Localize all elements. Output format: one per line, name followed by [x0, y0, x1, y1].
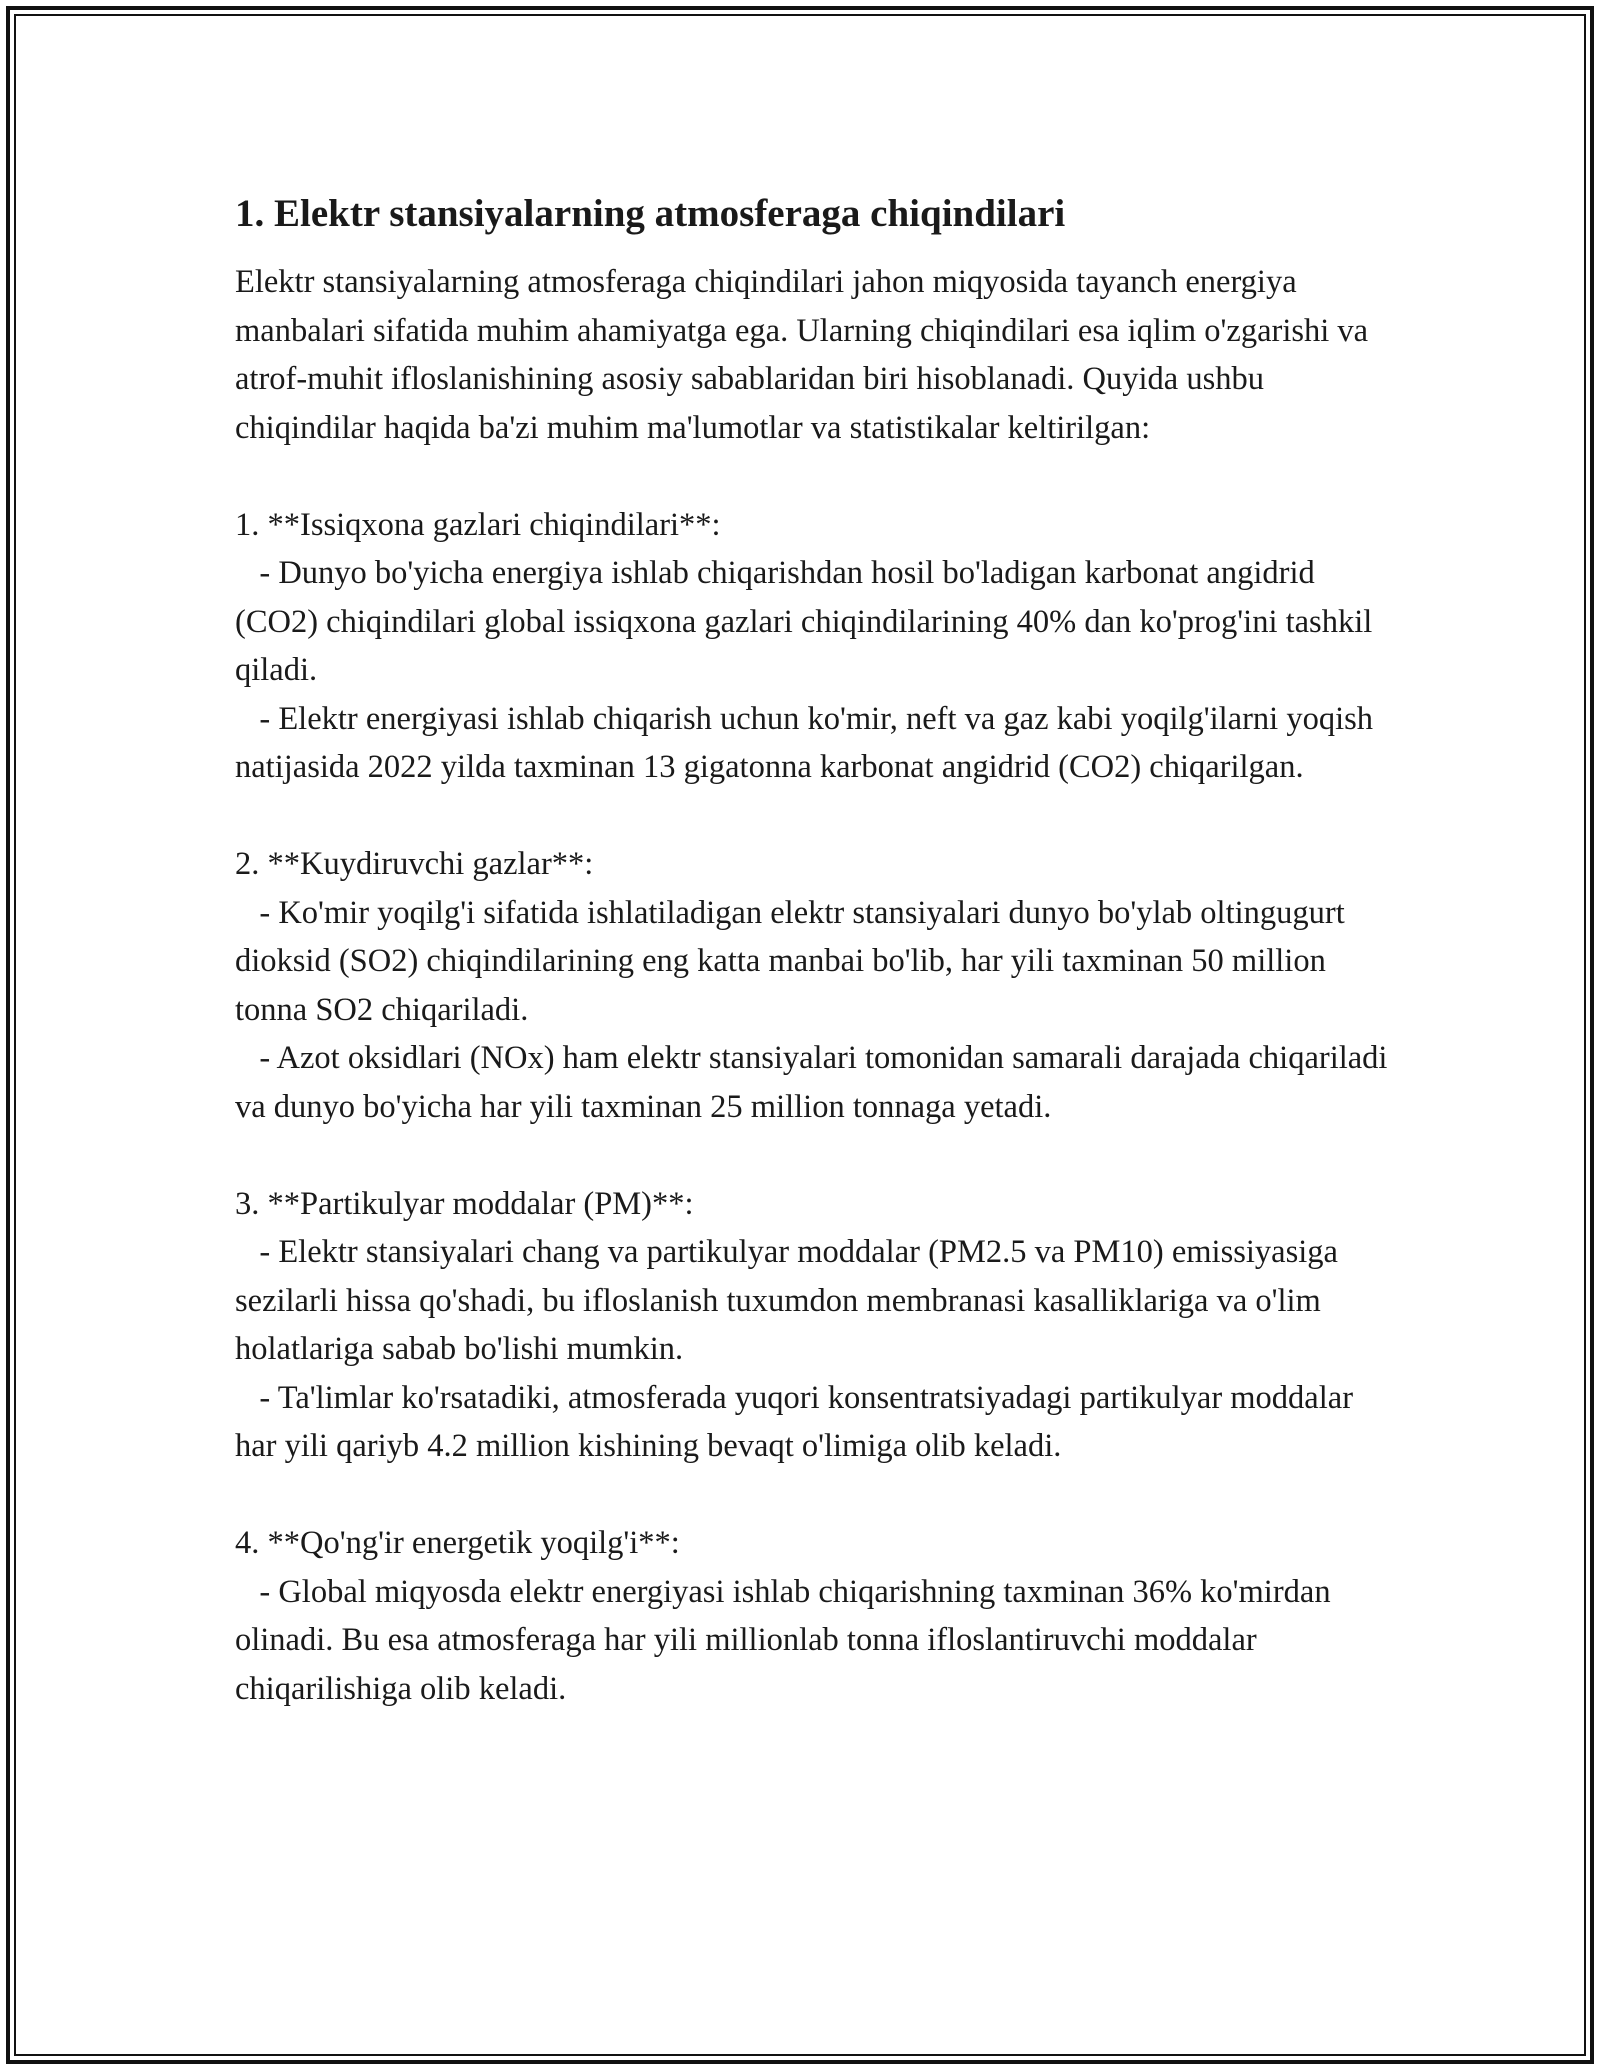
section-bullet: - Azot oksidlari (NOx) ham elektr stansiyalari tomonidan samarali darajada chiqariladi va dunyo bo'yicha har yili taxminan 25 million tonnaga yetadi.: [235, 1040, 1388, 1125]
section-bullet: - Dunyo bo'yicha energiya ishlab chiqarishdan hosil bo'ladigan karbonat angidrid (CO2) chiqindilari global issiqxona gazlari chiqindilarining 40% dan ko'prog'ini tashkil qiladi.: [235, 555, 1373, 688]
section-bullet: - Global miqyosda elektr energiyasi ishlab chiqarishning taxminan 36% ko'mirdan olinadi. Bu esa atmosferaga har yili millionlab tonna ifloslantiruvchi moddalar chiqarilishiga olib keladi.: [235, 1573, 1331, 1707]
section-heading: 1. **Issiqxona gazlari chiqindilari**:: [235, 506, 721, 543]
section-2: [235, 840, 1395, 1131]
document-title: 1. Elektr stansiyalarning atmosferaga chiqindilari: [235, 192, 1066, 235]
intro-paragraph: Elektr stansiyalarning atmosferaga chiqindilari jahon miqyosida tayanch energiya manbalari sifatida muhim ahamiyatga ega. Ularning chiqindilari esa iqlim o'zgarishi va atrof-muhit ifloslanishining asosiy sabablaridan biri hisoblanadi. Quyida ushbu chiqindilar haqida ba'zi muhim ma'lumotlar va statistikalar keltirilgan:: [235, 264, 1369, 446]
section-heading: 2. **Kuydiruvchi gazlar**:: [235, 846, 594, 882]
section-3: [235, 1180, 1395, 1471]
section-4: [235, 1519, 1395, 1713]
section-heading: 4. **Qo'ng'ir energetik yoqilg'i**:: [235, 1525, 680, 1561]
section-bullet: - Ko'mir yoqilg'i sifatida ishlatiladigan elektr stansiyalari dunyo bo'ylab oltingugurt dioksid (SO2) chiqindilarining eng katta manbai bo'lib, har yili taxminan 50 million tonna SO2 chiqariladi.: [235, 894, 1345, 1028]
section-1: [235, 501, 1395, 792]
section-bullet: - Elektr stansiyalari chang va partikulyar moddalar (PM2.5 va PM10) emissiyasiga sezilarli hissa qo'shadi, bu ifloslanish tuxumdon membranasi kasalliklariga va o'lim holatlariga sabab bo'lishi mumkin.: [235, 1234, 1338, 1367]
document-body: [235, 188, 1395, 1713]
section-bullet: - Elektr energiyasi ishlab chiqarish uchun ko'mir, neft va gaz kabi yoqilg'ilarni yoqish natijasida 2022 yilda taxminan 13 gigatonna karbonat angidrid (CO2) chiqarilgan.: [235, 700, 1374, 785]
section-bullet: - Ta'limlar ko'rsatadiki, atmosferada yuqori konsentratsiyadagi partikulyar moddalar har yili qariyb 4.2 million kishining bevaqt o'limiga olib keladi.: [235, 1379, 1354, 1464]
section-heading: 3. **Partikulyar moddalar (PM)**:: [235, 1185, 694, 1222]
